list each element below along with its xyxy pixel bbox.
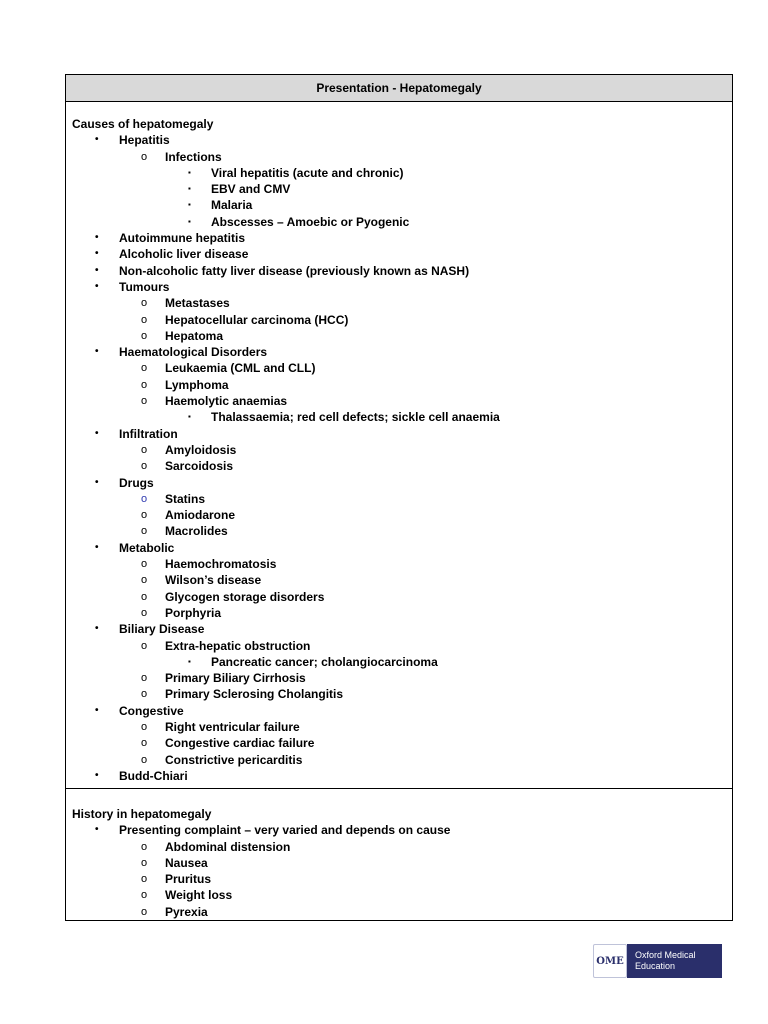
list-item-text: Haemolytic anaemias bbox=[165, 394, 288, 409]
list-item-text: Budd-Chiari bbox=[119, 768, 188, 783]
list-item bbox=[66, 295, 732, 311]
bullet-marker: • bbox=[95, 134, 99, 146]
bullet-marker: o bbox=[141, 443, 148, 456]
list-item bbox=[66, 360, 732, 376]
list-item-text: Thalassaemia; red cell defects; sickle cell anaemia bbox=[211, 410, 500, 425]
list-item bbox=[66, 523, 732, 539]
list-item bbox=[66, 426, 732, 442]
list-item-text: Tumours bbox=[119, 279, 170, 294]
bullet-marker: • bbox=[95, 541, 99, 553]
list-item bbox=[66, 605, 732, 621]
list-item bbox=[66, 589, 732, 605]
list-item bbox=[66, 246, 732, 262]
list-item-text: Biliary Disease bbox=[119, 622, 205, 637]
bullet-marker: • bbox=[95, 623, 99, 635]
bullet-marker: o bbox=[141, 889, 148, 902]
list-item-text: Autoimmune hepatitis bbox=[119, 231, 246, 246]
bullet-marker: o bbox=[141, 905, 148, 918]
bullet-marker: o bbox=[141, 606, 148, 619]
bullet-marker: o bbox=[141, 720, 148, 733]
bullet-marker: • bbox=[95, 427, 99, 439]
causes-section bbox=[66, 102, 732, 789]
bullet-marker: o bbox=[141, 574, 148, 587]
list-item-text: Abdominal distension bbox=[165, 839, 291, 854]
bullet-marker: o bbox=[141, 395, 148, 408]
bullet-marker: ▪ bbox=[188, 184, 191, 194]
bullet-marker: ▪ bbox=[188, 200, 191, 210]
list-item-text: EBV and CMV bbox=[211, 182, 291, 197]
list-item-text: Porphyria bbox=[165, 605, 222, 620]
list-item bbox=[66, 279, 732, 295]
list-item bbox=[66, 507, 732, 523]
list-item-text: Alcoholic liver disease bbox=[119, 247, 249, 262]
list-item-text: Amiodarone bbox=[165, 508, 236, 523]
bullet-marker: o bbox=[141, 297, 148, 310]
list-item bbox=[66, 686, 732, 702]
list-item-text: Pyrexia bbox=[165, 904, 208, 919]
list-item-text: Sarcoidosis bbox=[165, 459, 234, 474]
list-item bbox=[66, 475, 732, 491]
list-item-text: Infiltration bbox=[119, 426, 178, 441]
list-item-text: Wilson’s disease bbox=[165, 573, 262, 588]
list-item-text: Nausea bbox=[165, 855, 208, 870]
list-item bbox=[66, 887, 732, 903]
bullet-marker: o bbox=[141, 840, 148, 853]
list-item-text: Statins bbox=[165, 491, 206, 506]
history-section bbox=[66, 789, 732, 920]
bullet-marker: • bbox=[95, 248, 99, 260]
list-item-text: Infections bbox=[165, 149, 222, 164]
list-item-text: Primary Sclerosing Cholangitis bbox=[165, 687, 344, 702]
bullet-marker: ▪ bbox=[188, 167, 191, 177]
list-item bbox=[66, 839, 732, 855]
list-item-text: Hepatocellular carcinoma (HCC) bbox=[165, 312, 349, 327]
page-title: Presentation - Hepatomegaly bbox=[316, 81, 482, 95]
bullet-marker: o bbox=[141, 329, 148, 342]
list-item-text: Right ventricular failure bbox=[165, 719, 300, 734]
bullet-marker: o bbox=[141, 378, 148, 391]
list-item bbox=[66, 904, 732, 920]
list-item bbox=[66, 328, 732, 344]
list-item bbox=[66, 377, 732, 393]
list-item bbox=[66, 654, 732, 670]
list-item bbox=[66, 458, 732, 474]
list-item bbox=[66, 149, 732, 165]
bullet-marker: ▪ bbox=[188, 216, 191, 226]
bullet-marker: o bbox=[141, 509, 148, 522]
bullet-marker: o bbox=[141, 753, 148, 766]
list-item bbox=[66, 855, 732, 871]
list-item-text: Abscesses – Amoebic or Pyogenic bbox=[211, 214, 410, 229]
list-item bbox=[66, 735, 732, 751]
bullet-marker: o bbox=[141, 492, 148, 505]
content-table bbox=[65, 74, 733, 921]
list-item bbox=[66, 540, 732, 556]
bullet-marker: o bbox=[141, 590, 148, 603]
list-item bbox=[66, 230, 732, 246]
list-item bbox=[66, 572, 732, 588]
history-list bbox=[66, 822, 732, 920]
list-item-text: Viral hepatitis (acute and chronic) bbox=[211, 165, 404, 180]
list-item-text: Haemochromatosis bbox=[165, 557, 277, 572]
list-item bbox=[66, 638, 732, 654]
bullet-marker: • bbox=[95, 704, 99, 716]
bullet-marker: o bbox=[141, 672, 148, 685]
list-item-text: Glycogen storage disorders bbox=[165, 589, 325, 604]
list-item-text: Presenting complaint – very varied and depends on cause bbox=[119, 823, 451, 838]
list-item bbox=[66, 703, 732, 719]
list-item-text: Constrictive pericarditis bbox=[165, 752, 303, 767]
list-item bbox=[66, 871, 732, 887]
bullet-marker: o bbox=[141, 737, 148, 750]
list-item bbox=[66, 132, 732, 148]
bullet-marker: • bbox=[95, 232, 99, 244]
list-item-text: Pruritus bbox=[165, 872, 212, 887]
bullet-marker: o bbox=[141, 639, 148, 652]
list-item bbox=[66, 822, 732, 838]
list-item bbox=[66, 197, 732, 213]
logo-line2: Education bbox=[635, 961, 676, 971]
bullet-marker: o bbox=[141, 150, 148, 163]
logo-line1: Oxford Medical bbox=[635, 950, 696, 960]
bullet-marker: • bbox=[95, 280, 99, 292]
ome-seal-icon bbox=[593, 944, 627, 978]
bullet-marker: o bbox=[141, 873, 148, 886]
table-header bbox=[66, 75, 732, 102]
bullet-marker: o bbox=[141, 460, 148, 473]
bullet-marker: o bbox=[141, 362, 148, 375]
section-title: History in hepatomegaly bbox=[72, 807, 212, 821]
bullet-marker: ▪ bbox=[188, 412, 191, 422]
list-item bbox=[66, 263, 732, 279]
list-item-text: Leukaemia (CML and CLL) bbox=[165, 361, 316, 376]
causes-list bbox=[66, 132, 732, 784]
list-item bbox=[66, 409, 732, 425]
section-title: Causes of hepatomegaly bbox=[72, 117, 214, 131]
list-item-text: Primary Biliary Cirrhosis bbox=[165, 671, 306, 686]
list-item-text: Hepatoma bbox=[165, 328, 224, 343]
list-item-text: Drugs bbox=[119, 475, 154, 490]
list-item bbox=[66, 214, 732, 230]
list-item-text: Macrolides bbox=[165, 524, 228, 539]
list-item bbox=[66, 621, 732, 637]
bullet-marker: o bbox=[141, 558, 148, 571]
logo-text bbox=[627, 944, 722, 978]
bullet-marker: o bbox=[141, 313, 148, 326]
bullet-marker: • bbox=[95, 346, 99, 358]
bullet-marker: • bbox=[95, 476, 99, 488]
list-item-text: Amyloidosis bbox=[165, 442, 237, 457]
bullet-marker: ▪ bbox=[188, 656, 191, 666]
list-item bbox=[66, 393, 732, 409]
list-item-text: Extra-hepatic obstruction bbox=[165, 638, 311, 653]
list-item-text: Congestive bbox=[119, 703, 184, 718]
bullet-marker: o bbox=[141, 525, 148, 538]
list-item bbox=[66, 181, 732, 197]
list-item-text: Metabolic bbox=[119, 540, 175, 555]
list-item bbox=[66, 442, 732, 458]
list-item bbox=[66, 752, 732, 768]
list-item-text: Hepatitis bbox=[119, 133, 170, 148]
bullet-marker: o bbox=[141, 856, 148, 869]
list-item bbox=[66, 556, 732, 572]
list-item bbox=[66, 719, 732, 735]
list-item-text: Weight loss bbox=[165, 888, 233, 903]
logo-seal-text: OME bbox=[596, 955, 624, 967]
list-item-text: Lymphoma bbox=[165, 377, 229, 392]
bullet-marker: • bbox=[95, 824, 99, 836]
list-item bbox=[66, 312, 732, 328]
bullet-marker: • bbox=[95, 264, 99, 276]
oxford-medical-education-logo bbox=[593, 944, 722, 978]
list-item bbox=[66, 491, 732, 507]
list-item-text: Metastases bbox=[165, 296, 230, 311]
list-item bbox=[66, 344, 732, 360]
list-item bbox=[66, 670, 732, 686]
bullet-marker: • bbox=[95, 769, 99, 781]
list-item-text: Malaria bbox=[211, 198, 253, 213]
list-item bbox=[66, 165, 732, 181]
list-item-text: Congestive cardiac failure bbox=[165, 736, 315, 751]
list-item bbox=[66, 768, 732, 784]
list-item-text: Non-alcoholic fatty liver disease (previously known as NASH) bbox=[119, 263, 470, 278]
list-item-text: Haematological Disorders bbox=[119, 345, 268, 360]
bullet-marker: o bbox=[141, 688, 148, 701]
list-item-text: Pancreatic cancer; cholangiocarcinoma bbox=[211, 654, 438, 669]
